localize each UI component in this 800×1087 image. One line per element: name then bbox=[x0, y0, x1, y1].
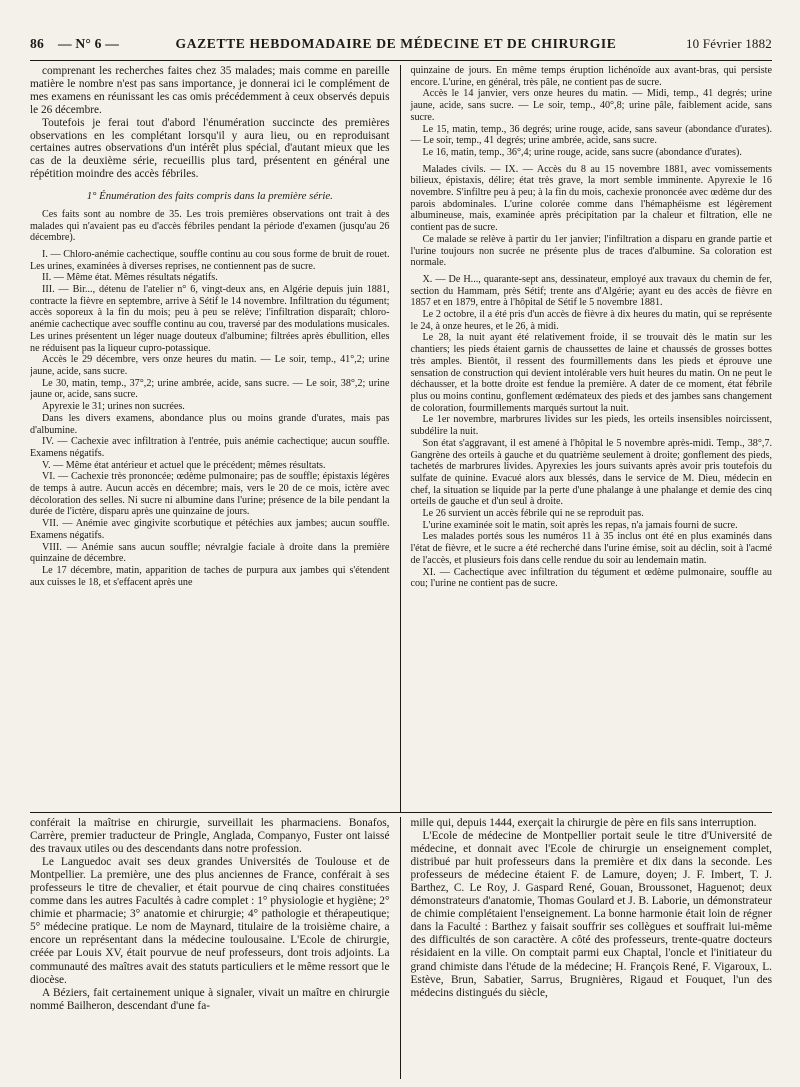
paragraph: Ces faits sont au nombre de 35. Les trois premières observations ont trait à des malades qui n'avaient pas eu d'accès fébriles pendant la période d'examen (jusqu'au 26 décembre). bbox=[30, 208, 390, 244]
case-paragraph: Dans les divers examens, abondance plus ou moins grande d'urates, mais pas d'albumine. bbox=[30, 412, 390, 436]
case-paragraph: Accès le 29 décembre, vers onze heures du matin. — Le soir, temp., 41°,2; urine jaune, acide, sans sucre. bbox=[30, 354, 390, 377]
paragraph: Les malades portés sous les numéros 11 à 35 inclus ont été en plus examinés dans l'état de fièvre, et le sucre a été recherché dans l'urine émise, soit au déclin, soit à l'acmé de l'accès, et plusieurs fois dans celle rendue du soir au lendemain matin. bbox=[410, 531, 772, 566]
case-paragraph: Malades civils. — IX. — Accès du 8 au 15 novembre 1881, avec vomissements bilieux, épistaxis, délire; état très grave, la mort semble imminente. Apyrexie le 16 novembre. S'infiltre peu à peu; à la fin du mois, cachexie prononcée avec œdème dur des parois abdominales. L'urine colorée comme dans l'hémaphéisme est légèrement albumineuse, mais, examinée après précipitation par la chaleur et filtration, elle ne contient pas de sucre. bbox=[410, 163, 772, 234]
paragraph: Le 16, matin, temp., 36°,4; urine rouge, acide, sans sucre (abondance d'urates). bbox=[422, 146, 742, 158]
top-article bbox=[30, 61, 772, 812]
paragraph: A Béziers, fait certainement unique à signaler, vivait un maître en chirurgie nommé Bailheron, descendant d'une fa- bbox=[30, 986, 390, 1012]
paragraph: Le 28, la nuit ayant été relativement froide, il se trouvait dès le matin sur les chantiers; les pieds étaient garnis de chaussettes de laine et chaussés de grosses bottes très amples. Bientôt, il ressent des fourmillements dans les pieds et éprouve une sensation de construction qui devient intolérable vers huit heures du matin. On ne peut le déchausser, et la botte droite est fendue la première. A dater de ce moment, état fébrile plus ou moins continu, gonflement œdémateux des pieds et des jambes sans changement de coloration, fourmillements marqués surtout la nuit. bbox=[410, 332, 772, 414]
section-title: 1° Énumération des faits compris dans la première série. bbox=[86, 190, 333, 203]
case-paragraph: VI. — Cachexie très prononcée; œdème pulmonaire; pas de souffle; épistaxis légères de temps à autre. Aucun accès en décembre; mais, vers le 20 de ce mois, ictère avec décoloration des selles. Ni sucre ni albumine dans l'urine; présence de la bile pendant la durée de l'ictère, disparu après une quinzaine de jours. bbox=[30, 471, 390, 518]
case-paragraph: V. — Même état antérieur et actuel que le précédent; mêmes résultats. bbox=[42, 459, 326, 471]
paragraph: Le 15, matin, temp., 36 degrés; urine rouge, acide, sans saveur (abondance d'urates). — Le soir, temp., 41 degrés; urine ambrée, acide, sans sucre. bbox=[410, 123, 772, 147]
case-paragraph: IV. — Cachexie avec infiltration à l'entrée, puis anémie cachectique; aucun souffle. Examens négatifs. bbox=[30, 436, 390, 459]
paragraph: L'urine examinée soit le matin, soit après les repas, n'a jamais fourni de sucre. bbox=[422, 519, 738, 531]
paragraph: Ce malade se relève à partir du 1er janvier; l'infiltration a disparu en grande partie et l'urine toujours non sucrée ne présente plus de traces d'albumine. Sa coloration est normale. bbox=[410, 233, 772, 269]
feuilleton-article bbox=[30, 813, 772, 1079]
case-paragraph: XI. — Cachectique avec infiltration du tégument et œdème pulmonaire, souffle au cou; l'urine ne contient pas de sucre. bbox=[410, 566, 772, 590]
case-paragraph: III. — Bir..., détenu de l'atelier n° 6, vingt-deux ans, en Algérie depuis juin 1881, contracte la fièvre en septembre, arrive à Sétif le 14 novembre. Infiltration du tégument; accès soporeux à la fin du mois; peu à peu se relève; l'infiltration disparaît; chloro-anémie cachectique avec souffle continu au cou, traversé par des modulations musicales. Les urines présentent un léger nuage douteux d'albumine; filtrées après ébullition, elles ne réduisent pas la liqueur cupro-potassique. bbox=[30, 284, 390, 354]
paragraph: Le 2 octobre, il a été pris d'un accès de fièvre à dix heures du matin, qui se représente le 24, à onze heures, et le 26, à midi. bbox=[410, 309, 772, 332]
paragraph: mille qui, depuis 1444, exerçait la chirurgie de père en fils sans interruption. bbox=[410, 817, 757, 829]
paragraph: Le Languedoc avait ses deux grandes Universités de Toulouse et de Montpellier. La première, une des plus anciennes de France, conférait à ses professeurs le titre de chevalier, et était pourvue de cinq chaires constituées comme dans les autres Facultés à cadre complet : 1° physiologie et hygiène; 2° chimie et pharmacie; 3° anatomie et chirurgie; 4° pathologie et thérapeutique; 5° médecine pratique. Le nom de Maynard, titulaire de la troisième chaire, a encore un représentant dans la médecine toulousaine. L'Ecole de chirurgie, créée par Louis XV, était pourvue de neuf professeurs, dont trois adjoints. La communauté des maîtres avait des statuts particuliers et le même ressort que le diocèse. bbox=[30, 856, 390, 986]
paragraph: Son état s'aggravant, il est amené à l'hôpital le 5 novembre après-midi. Temp., 38°,7. Gangrène des orteils à gauche et du quatrième seulement à droite; gonflement des pieds, tachetés de marbrures livides. Apyrexies les jours suivants après avoir pris toutefois du sulfate de quinine. Evacué alors aux blessés, dans le service de M. Dieu, médecin en chef, la situation se liquide par la perte d'une phalange à une phalange et demie des cinq orteils de gauche et d'un seul à droite. bbox=[410, 437, 772, 508]
bottom-left-column bbox=[30, 817, 400, 1079]
paragraph: quinzaine de jours. En même temps éruption lichénoïde aux avant-bras, qui persiste encore. L'urine, en général, très pâle, ne contient pas de sucre. bbox=[410, 65, 772, 88]
paragraph: conférait la maîtrise en chirurgie, surveillait les pharmaciens. Bonafos, Carrère, premier traducteur de Pringle, Anglada, Companyo, Fuster ont laissé des travaux utiles ou des descendants dans notre profession. bbox=[30, 817, 390, 856]
case-paragraph: VII. — Anémie avec gingivite scorbutique et pétéchies aux jambes; aucun souffle. Examens négatifs. bbox=[30, 518, 390, 541]
paragraph: Le 26 survient un accès fébrile qui ne se reproduit pas. bbox=[422, 508, 644, 520]
paragraph: Le 1er novembre, marbrures livides sur les pieds, les orteils insensibles noircissent, subdélire la nuit. bbox=[410, 414, 772, 438]
issue-number: — N° 6 — bbox=[58, 36, 120, 51]
case-paragraph: Le 17 décembre, matin, apparition de taches de purpura aux jambes qui s'étendent aux cuisses le 18, et s'effacent après une bbox=[30, 564, 390, 588]
issue-date: 10 Février 1882 bbox=[685, 36, 772, 51]
case-paragraph: X. — De H..., quarante-sept ans, dessinateur, employé aux travaux du chemin de fer, section du Hammam, près Sétif; trente ans d'Algérie; ayant eu des accès de fièvre en 1857 et en 1879, entre à l'hôpital de Sétif le 5 novembre 1881. bbox=[410, 273, 772, 309]
case-paragraph: VIII. — Anémie sans aucun souffle; névralgie faciale à droite dans la première quinzaine de décembre. bbox=[30, 541, 390, 565]
newspaper-page bbox=[30, 36, 772, 1066]
bottom-right-column bbox=[400, 817, 773, 1079]
paragraph: Toutefois je ferai tout d'abord l'énumération succincte des premières observations en les complétant lorsqu'il y aura lieu, ou en reproduisant certaines autres observations d'un intérêt plus spécial, d'autant mieux que les cas de la deuxième série, recueillis plus tard, présentent en général une répétition moindre des accès fébriles. bbox=[30, 116, 390, 181]
journal-title: GAZETTE HEBDOMADAIRE DE MÉDECINE ET DE CHIRURGIE bbox=[175, 36, 617, 51]
case-paragraph: Apyrexie le 31; urines non sucrées. bbox=[42, 401, 185, 413]
case-paragraph: I. — Chloro-anémie cachectique, souffle continu au cou sous forme de bruit de rouet. Les urines, examinées à diverses reprises, ne contiennent pas de sucre. bbox=[30, 248, 390, 272]
page-number: 86 bbox=[30, 36, 44, 51]
paragraph: L'Ecole de médecine de Montpellier portait seule le titre d'Université de médecine, et donnait avec l'Ecole de chirurgie un enseignement complet, distribué par huit professeurs dans la première et dix dans la seconde. Les professeurs de médecine étaient F. de Lamure, doyen; J. F. Imbert, T. J. Barthez, C. Le Roy, J. Gaspard René, Gouan, Broussonet, Haguenot; deux démonstrateurs d'anatomie, Thomas Goulard et J. B. Laborie, un démonstrateur de chimie complétaient l'enseignement. La bonne harmonie était loin de régner dans la Faculté : Barthez y faisait souffrir ses collègues et souffrait lui-même des difficultés de son caractère. A côté des professeurs, trente-quatre docteurs résidaient en la ville. On comptait parmi eux Chaptal, l'oncle et l'initiateur du grand chimiste dans l'étude de la médecine; H. François René, F. Vigaroux, L. Estève, Brun, Sabatier, Sarrus, Brugnières, Rigaud et Fouquet, l'un des médecins distingués du siècle, bbox=[410, 830, 772, 999]
page-header bbox=[30, 36, 772, 58]
top-right-column bbox=[400, 65, 773, 812]
paragraph: comprenant les recherches faites chez 35 malades; mais comme en pareille matière le nombre n'est pas sans importance, je donnerai ici le complément de mes examens en réunissant les cas omis précédemment à ceux observés depuis le 26 décembre. bbox=[30, 65, 390, 116]
case-paragraph: II. — Même état. Mêmes résultats négatifs. bbox=[42, 272, 218, 284]
top-left-column bbox=[30, 65, 400, 812]
paragraph: Accès le 14 janvier, vers onze heures du matin. — Midi, temp., 41 degrés; urine jaune, acide, sans sucre. — Le soir, temp., 40°,8; urine pâle, faiblement acide, sans sucre. bbox=[410, 88, 772, 123]
case-paragraph: Le 30, matin, temp., 37°,2; urine ambrée, acide, sans sucre. — Le soir, 38°,2; urine jaune or, acide, sans sucre. bbox=[30, 377, 390, 401]
